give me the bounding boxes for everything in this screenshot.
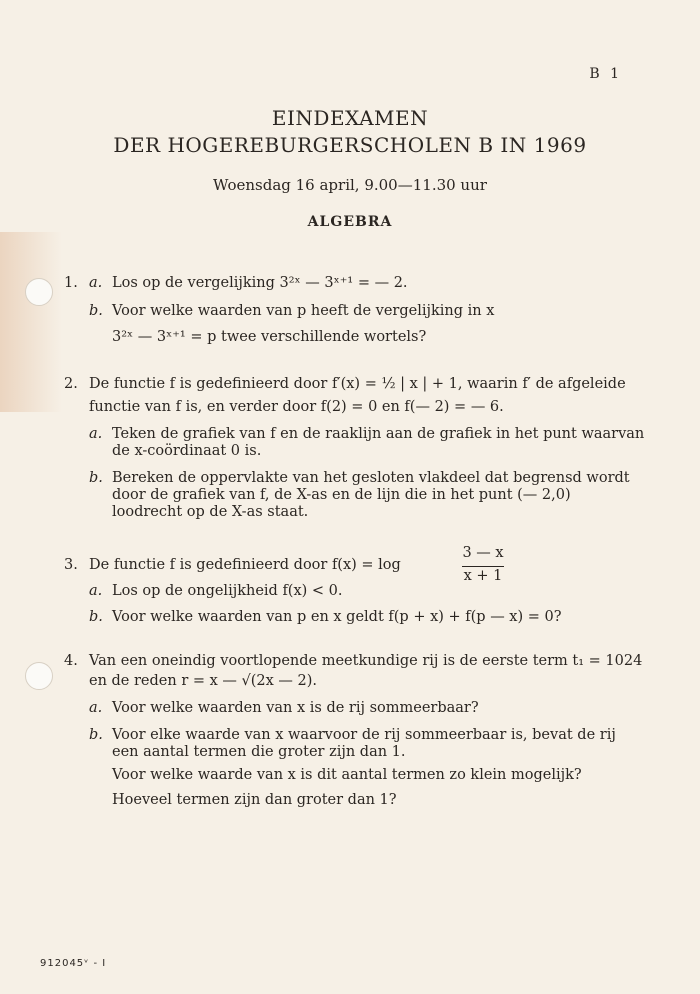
question-4b-line4: Hoeveel termen zijn dan groter dan 1? <box>112 792 397 808</box>
fraction-denominator: x + 1 <box>463 568 503 584</box>
punch-hole-top <box>25 278 53 306</box>
exam-subject: ALGEBRA <box>307 214 393 230</box>
question-4a-text: Voor welke waarden van x is de rij sommeerbaar? <box>112 700 479 716</box>
question-1b-line2: 3²ˣ — 3ˣ⁺¹ = p twee verschillende wortels? <box>112 329 427 345</box>
question-2b-line1: Bereken de oppervlakte van het gesloten vlakdeel dat begrensd wordt <box>112 470 630 486</box>
question-4-number: 4. <box>64 653 78 669</box>
question-4b-line1: Voor elke waarde van x waarvoor de rij sommeerbaar is, bevat de rij <box>112 727 616 743</box>
question-3b-label: b. <box>89 609 103 625</box>
question-1b-line1: Voor welke waarden van p heeft de vergelijking in x <box>112 303 495 319</box>
fraction-numerator: 3 — x <box>462 545 504 561</box>
question-4b-line3: Voor welke waarde van x is dit aantal termen zo klein mogelijk? <box>112 767 582 783</box>
question-1-number: 1. <box>64 275 78 291</box>
question-3a-text: Los op de ongelijkheid f(x) < 0. <box>112 583 343 599</box>
question-3b-text: Voor welke waarden van p en x geldt f(p + x) + f(p — x) = 0? <box>112 609 562 625</box>
question-1a-label: a. <box>89 275 103 291</box>
exam-title-line2: DER HOGEREBURGERSCHOLEN B IN 1969 <box>113 133 587 157</box>
question-4-intro-line1: Van een oneindig voortlopende meetkundige rij is de eerste term t₁ = 1024 <box>89 653 643 669</box>
question-1b-label: b. <box>89 303 103 319</box>
question-4b-line2: een aantal termen die groter zijn dan 1. <box>112 744 406 760</box>
question-2b-line3: loodrecht op de X-as staat. <box>112 504 309 520</box>
paper-stain <box>0 232 62 412</box>
exam-date: Woensdag 16 april, 9.00—11.30 uur <box>213 176 487 194</box>
question-3-number: 3. <box>64 557 78 573</box>
question-3-intro: De functie f is gedefinieerd door f(x) = log <box>89 557 401 573</box>
question-2b-line2: door de grafiek van f, de X-as en de lijn die in het punt (— 2,0) <box>112 487 571 503</box>
question-2-intro-line2: functie van f is, en verder door f(2) = 0 en f(— 2) = — 6. <box>89 399 504 415</box>
fraction-bar <box>462 566 504 567</box>
punch-hole-bottom <box>25 662 53 690</box>
question-2a-line2: de x-coördinaat 0 is. <box>112 443 262 459</box>
exam-title-line1: EINDEXAMEN <box>271 106 429 130</box>
question-1a-text: Los op de vergelijking 3²ˣ — 3ˣ⁺¹ = — 2. <box>112 275 408 291</box>
question-2a-label: a. <box>89 426 103 442</box>
print-code: 912045ᵛ - I <box>40 958 107 969</box>
question-3a-label: a. <box>89 583 103 599</box>
question-2-number: 2. <box>64 376 78 392</box>
document-code: B 1 <box>589 66 622 82</box>
question-2a-line1: Teken de grafiek van f en de raaklijn aan de grafiek in het punt waarvan <box>112 426 645 442</box>
question-4-intro-line2: en de reden r = x — √(2x — 2). <box>89 673 318 689</box>
question-2b-label: b. <box>89 470 103 486</box>
question-2-intro-line1: De functie f is gedefinieerd door f′(x) = ½ | x | + 1, waarin f′ de afgeleide <box>89 376 626 392</box>
question-4a-label: a. <box>89 700 103 716</box>
question-4b-label: b. <box>89 727 103 743</box>
